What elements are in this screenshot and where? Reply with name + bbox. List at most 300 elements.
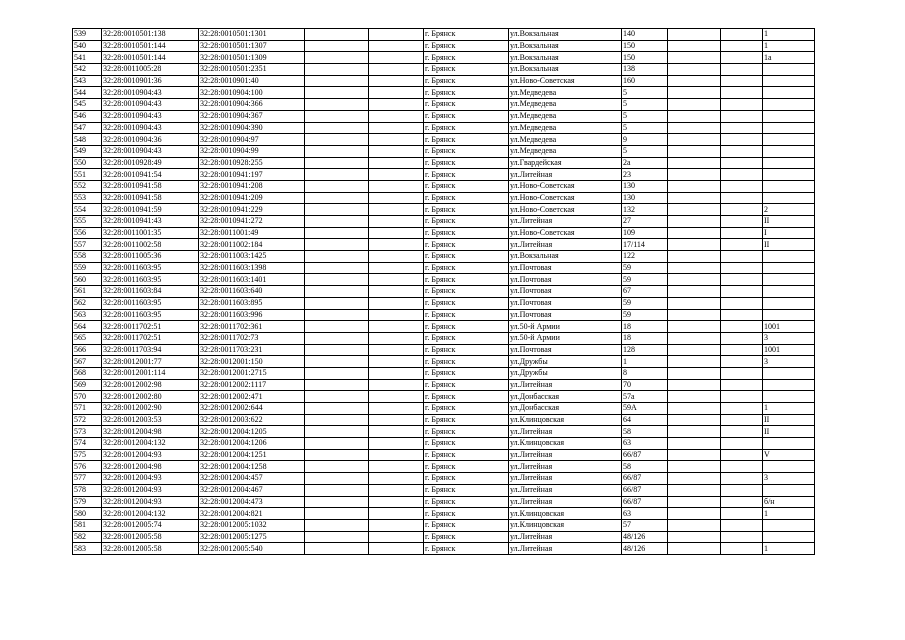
row-number-cell: 568 — [73, 367, 102, 379]
street-cell: ул.Клинцовская — [509, 519, 622, 531]
street-cell: ул.Ново-Советская — [509, 192, 622, 204]
blank-cell-c — [668, 29, 721, 41]
object-cadastral-number-cell: 32:28:0010904:366 — [199, 99, 305, 111]
table-row — [73, 99, 815, 111]
table-row — [73, 379, 815, 391]
table-row — [73, 449, 815, 461]
blank-cell-b — [369, 64, 424, 76]
house-number-cell: 5 — [622, 110, 668, 122]
blank-cell-c — [668, 414, 721, 426]
blank-cell-d — [721, 274, 763, 286]
table-row — [73, 122, 815, 134]
street-cell: ул.Медведева — [509, 145, 622, 157]
table-row — [73, 473, 815, 485]
blank-cell-d — [721, 87, 763, 99]
blank-cell-d — [721, 262, 763, 274]
premises-cell: 1 — [763, 40, 815, 52]
premises-cell: 2 — [763, 204, 815, 216]
blank-cell-c — [668, 251, 721, 263]
street-cell: ул.Медведева — [509, 99, 622, 111]
blank-cell-c — [668, 110, 721, 122]
table-row — [73, 157, 815, 169]
blank-cell-a — [305, 321, 369, 333]
house-number-cell: 23 — [622, 169, 668, 181]
blank-cell-a — [305, 379, 369, 391]
blank-cell-d — [721, 449, 763, 461]
blank-cell-b — [369, 531, 424, 543]
blank-cell-a — [305, 484, 369, 496]
blank-cell-d — [721, 309, 763, 321]
house-number-cell: 59 — [622, 309, 668, 321]
street-cell: ул.Медведева — [509, 122, 622, 134]
land-cadastral-number-cell: 32:28:0010941:43 — [102, 216, 199, 228]
row-number-cell: 582 — [73, 531, 102, 543]
blank-cell-b — [369, 216, 424, 228]
blank-cell-a — [305, 110, 369, 122]
blank-cell-a — [305, 297, 369, 309]
object-cadastral-number-cell: 32:28:0011703:231 — [199, 344, 305, 356]
house-number-cell: 2а — [622, 157, 668, 169]
object-cadastral-number-cell: 32:28:0011702:361 — [199, 321, 305, 333]
land-cadastral-number-cell: 32:28:0011002:58 — [102, 239, 199, 251]
land-cadastral-number-cell: 32:28:0010904:43 — [102, 122, 199, 134]
land-cadastral-number-cell: 32:28:0012003:53 — [102, 414, 199, 426]
blank-cell-d — [721, 40, 763, 52]
blank-cell-d — [721, 239, 763, 251]
house-number-cell: 59 — [622, 274, 668, 286]
blank-cell-d — [721, 438, 763, 450]
row-number-cell: 561 — [73, 286, 102, 298]
blank-cell-a — [305, 216, 369, 228]
blank-cell-a — [305, 274, 369, 286]
blank-cell-b — [369, 122, 424, 134]
city-cell: г. Брянск — [424, 531, 509, 543]
city-cell: г. Брянск — [424, 286, 509, 298]
house-number-cell: 9 — [622, 134, 668, 146]
blank-cell-c — [668, 403, 721, 415]
house-number-cell: 160 — [622, 75, 668, 87]
premises-cell: V — [763, 449, 815, 461]
object-cadastral-number-cell: 32:28:0011003:1425 — [199, 251, 305, 263]
blank-cell-c — [668, 227, 721, 239]
land-cadastral-number-cell: 32:28:0010501:144 — [102, 52, 199, 64]
object-cadastral-number-cell: 32:28:0010501:1309 — [199, 52, 305, 64]
blank-cell-b — [369, 157, 424, 169]
object-cadastral-number-cell: 32:28:0010904:100 — [199, 87, 305, 99]
blank-cell-a — [305, 473, 369, 485]
house-number-cell: 66/87 — [622, 449, 668, 461]
blank-cell-b — [369, 145, 424, 157]
blank-cell-d — [721, 204, 763, 216]
blank-cell-c — [668, 391, 721, 403]
blank-cell-b — [369, 87, 424, 99]
blank-cell-c — [668, 508, 721, 520]
row-number-cell: 564 — [73, 321, 102, 333]
table-row — [73, 367, 815, 379]
house-number-cell: 57а — [622, 391, 668, 403]
street-cell: ул.Ново-Советская — [509, 75, 622, 87]
land-cadastral-number-cell: 32:28:0010904:43 — [102, 145, 199, 157]
blank-cell-b — [369, 192, 424, 204]
house-number-cell: 17/114 — [622, 239, 668, 251]
blank-cell-a — [305, 40, 369, 52]
blank-cell-b — [369, 356, 424, 368]
land-cadastral-number-cell: 32:28:0010904:36 — [102, 134, 199, 146]
city-cell: г. Брянск — [424, 157, 509, 169]
row-number-cell: 581 — [73, 519, 102, 531]
table-row — [73, 309, 815, 321]
row-number-cell: 567 — [73, 356, 102, 368]
land-cadastral-number-cell: 32:28:0011702:51 — [102, 332, 199, 344]
blank-cell-a — [305, 438, 369, 450]
city-cell: г. Брянск — [424, 403, 509, 415]
premises-cell — [763, 274, 815, 286]
blank-cell-b — [369, 414, 424, 426]
premises-cell: 1001 — [763, 344, 815, 356]
street-cell: ул.Вокзальная — [509, 64, 622, 76]
table-row — [73, 29, 815, 41]
land-cadastral-number-cell: 32:28:0011603:95 — [102, 262, 199, 274]
street-cell: ул.Донбасская — [509, 391, 622, 403]
object-cadastral-number-cell: 32:28:0010941:209 — [199, 192, 305, 204]
street-cell: ул.Медведева — [509, 134, 622, 146]
blank-cell-c — [668, 52, 721, 64]
table-row — [73, 519, 815, 531]
premises-cell — [763, 134, 815, 146]
house-number-cell: 1 — [622, 356, 668, 368]
street-cell: ул.Вокзальная — [509, 40, 622, 52]
house-number-cell: 138 — [622, 64, 668, 76]
house-number-cell: 63 — [622, 438, 668, 450]
street-cell: ул.Почтовая — [509, 286, 622, 298]
land-cadastral-number-cell: 32:28:0010904:43 — [102, 110, 199, 122]
blank-cell-a — [305, 344, 369, 356]
house-number-cell: 59 — [622, 262, 668, 274]
house-number-cell: 66/87 — [622, 484, 668, 496]
blank-cell-a — [305, 64, 369, 76]
blank-cell-a — [305, 52, 369, 64]
row-number-cell: 559 — [73, 262, 102, 274]
table-row — [73, 227, 815, 239]
blank-cell-a — [305, 239, 369, 251]
blank-cell-d — [721, 122, 763, 134]
object-cadastral-number-cell: 32:28:0010904:97 — [199, 134, 305, 146]
house-number-cell: 67 — [622, 286, 668, 298]
row-number-cell: 579 — [73, 496, 102, 508]
street-cell: ул.Почтовая — [509, 262, 622, 274]
blank-cell-b — [369, 286, 424, 298]
blank-cell-a — [305, 543, 369, 555]
city-cell: г. Брянск — [424, 251, 509, 263]
blank-cell-b — [369, 496, 424, 508]
blank-cell-c — [668, 309, 721, 321]
blank-cell-d — [721, 356, 763, 368]
row-number-cell: 541 — [73, 52, 102, 64]
house-number-cell: 150 — [622, 52, 668, 64]
blank-cell-b — [369, 29, 424, 41]
premises-cell — [763, 531, 815, 543]
house-number-cell: 18 — [622, 321, 668, 333]
premises-cell — [763, 87, 815, 99]
blank-cell-d — [721, 461, 763, 473]
table-row — [73, 251, 815, 263]
blank-cell-c — [668, 332, 721, 344]
blank-cell-d — [721, 110, 763, 122]
city-cell: г. Брянск — [424, 414, 509, 426]
premises-cell — [763, 122, 815, 134]
house-number-cell: 140 — [622, 29, 668, 41]
land-cadastral-number-cell: 32:28:0011702:51 — [102, 321, 199, 333]
blank-cell-d — [721, 508, 763, 520]
table-row — [73, 180, 815, 192]
city-cell: г. Брянск — [424, 332, 509, 344]
street-cell: ул.Гвардейская — [509, 157, 622, 169]
blank-cell-d — [721, 391, 763, 403]
object-cadastral-number-cell: 32:28:0011001:49 — [199, 227, 305, 239]
premises-cell — [763, 438, 815, 450]
street-cell: ул.Донбасская — [509, 403, 622, 415]
blank-cell-b — [369, 110, 424, 122]
object-cadastral-number-cell: 32:28:0011603:640 — [199, 286, 305, 298]
premises-cell: II — [763, 426, 815, 438]
blank-cell-a — [305, 309, 369, 321]
blank-cell-b — [369, 180, 424, 192]
blank-cell-b — [369, 297, 424, 309]
table-row — [73, 344, 815, 356]
city-cell: г. Брянск — [424, 379, 509, 391]
street-cell: ул.Ново-Советская — [509, 227, 622, 239]
premises-cell — [763, 75, 815, 87]
table-row — [73, 274, 815, 286]
land-cadastral-number-cell: 32:28:0011603:95 — [102, 309, 199, 321]
land-cadastral-number-cell: 32:28:0011005:36 — [102, 251, 199, 263]
city-cell: г. Брянск — [424, 321, 509, 333]
object-cadastral-number-cell: 32:28:0011702:73 — [199, 332, 305, 344]
blank-cell-d — [721, 344, 763, 356]
city-cell: г. Брянск — [424, 496, 509, 508]
blank-cell-a — [305, 391, 369, 403]
blank-cell-d — [721, 496, 763, 508]
blank-cell-c — [668, 64, 721, 76]
street-cell: ул.Литейная — [509, 379, 622, 391]
premises-cell — [763, 461, 815, 473]
blank-cell-a — [305, 99, 369, 111]
blank-cell-c — [668, 379, 721, 391]
object-cadastral-number-cell: 32:28:0012004:473 — [199, 496, 305, 508]
blank-cell-c — [668, 356, 721, 368]
premises-cell — [763, 251, 815, 263]
blank-cell-c — [668, 344, 721, 356]
street-cell: ул.Клинцовская — [509, 438, 622, 450]
street-cell: ул.Литейная — [509, 169, 622, 181]
street-cell: ул.Литейная — [509, 449, 622, 461]
blank-cell-d — [721, 52, 763, 64]
city-cell: г. Брянск — [424, 309, 509, 321]
blank-cell-b — [369, 379, 424, 391]
blank-cell-d — [721, 216, 763, 228]
object-cadastral-number-cell: 32:28:0012003:622 — [199, 414, 305, 426]
blank-cell-a — [305, 251, 369, 263]
house-number-cell: 130 — [622, 180, 668, 192]
blank-cell-b — [369, 99, 424, 111]
blank-cell-b — [369, 344, 424, 356]
street-cell: ул.Вокзальная — [509, 251, 622, 263]
table-row — [73, 508, 815, 520]
blank-cell-b — [369, 543, 424, 555]
city-cell: г. Брянск — [424, 391, 509, 403]
blank-cell-a — [305, 519, 369, 531]
house-number-cell: 57 — [622, 519, 668, 531]
blank-cell-b — [369, 449, 424, 461]
row-number-cell: 577 — [73, 473, 102, 485]
city-cell: г. Брянск — [424, 473, 509, 485]
street-cell: ул.Почтовая — [509, 344, 622, 356]
land-cadastral-number-cell: 32:28:0011603:95 — [102, 297, 199, 309]
object-cadastral-number-cell: 32:28:0010941:229 — [199, 204, 305, 216]
house-number-cell: 128 — [622, 344, 668, 356]
row-number-cell: 551 — [73, 169, 102, 181]
object-cadastral-number-cell: 32:28:0011603:895 — [199, 297, 305, 309]
blank-cell-b — [369, 426, 424, 438]
blank-cell-c — [668, 496, 721, 508]
premises-cell — [763, 367, 815, 379]
row-number-cell: 550 — [73, 157, 102, 169]
blank-cell-c — [668, 99, 721, 111]
blank-cell-d — [721, 192, 763, 204]
object-cadastral-number-cell: 32:28:0010901:40 — [199, 75, 305, 87]
row-number-cell: 553 — [73, 192, 102, 204]
blank-cell-c — [668, 297, 721, 309]
land-cadastral-number-cell: 32:28:0010928:49 — [102, 157, 199, 169]
row-number-cell: 583 — [73, 543, 102, 555]
object-cadastral-number-cell: 32:28:0010941:197 — [199, 169, 305, 181]
land-cadastral-number-cell: 32:28:0012001:114 — [102, 367, 199, 379]
street-cell: ул.Клинцовская — [509, 414, 622, 426]
premises-cell: 3 — [763, 332, 815, 344]
blank-cell-a — [305, 87, 369, 99]
row-number-cell: 562 — [73, 297, 102, 309]
table-row — [73, 496, 815, 508]
table-row — [73, 192, 815, 204]
object-cadastral-number-cell: 32:28:0012004:1206 — [199, 438, 305, 450]
house-number-cell: 48/126 — [622, 531, 668, 543]
blank-cell-d — [721, 414, 763, 426]
street-cell: ул.50-й Армии — [509, 321, 622, 333]
blank-cell-a — [305, 227, 369, 239]
object-cadastral-number-cell: 32:28:0012004:457 — [199, 473, 305, 485]
blank-cell-d — [721, 134, 763, 146]
blank-cell-b — [369, 321, 424, 333]
city-cell: г. Брянск — [424, 519, 509, 531]
blank-cell-b — [369, 309, 424, 321]
blank-cell-c — [668, 169, 721, 181]
street-cell: ул.Дружбы — [509, 367, 622, 379]
object-cadastral-number-cell: 32:28:0011603:996 — [199, 309, 305, 321]
object-cadastral-number-cell: 32:28:0011002:184 — [199, 239, 305, 251]
property-register-table — [72, 28, 815, 555]
blank-cell-b — [369, 332, 424, 344]
house-number-cell: 59А — [622, 403, 668, 415]
land-cadastral-number-cell: 32:28:0012004:132 — [102, 508, 199, 520]
row-number-cell: 555 — [73, 216, 102, 228]
premises-cell: 1 — [763, 508, 815, 520]
house-number-cell: 130 — [622, 192, 668, 204]
blank-cell-d — [721, 180, 763, 192]
city-cell: г. Брянск — [424, 134, 509, 146]
table-row — [73, 391, 815, 403]
table-row — [73, 403, 815, 415]
blank-cell-d — [721, 367, 763, 379]
premises-cell: II — [763, 414, 815, 426]
blank-cell-a — [305, 157, 369, 169]
table-row — [73, 262, 815, 274]
table-row — [73, 204, 815, 216]
blank-cell-b — [369, 403, 424, 415]
object-cadastral-number-cell: 32:28:0010941:272 — [199, 216, 305, 228]
land-cadastral-number-cell: 32:28:0010941:58 — [102, 180, 199, 192]
city-cell: г. Брянск — [424, 169, 509, 181]
object-cadastral-number-cell: 32:28:0012004:1258 — [199, 461, 305, 473]
object-cadastral-number-cell: 32:28:0012005:1275 — [199, 531, 305, 543]
blank-cell-b — [369, 169, 424, 181]
premises-cell — [763, 262, 815, 274]
street-cell: ул.Вокзальная — [509, 52, 622, 64]
blank-cell-a — [305, 75, 369, 87]
blank-cell-c — [668, 134, 721, 146]
blank-cell-a — [305, 180, 369, 192]
premises-cell — [763, 110, 815, 122]
object-cadastral-number-cell: 32:28:0010904:367 — [199, 110, 305, 122]
city-cell: г. Брянск — [424, 110, 509, 122]
city-cell: г. Брянск — [424, 204, 509, 216]
blank-cell-c — [668, 145, 721, 157]
premises-cell: 3 — [763, 356, 815, 368]
row-number-cell: 543 — [73, 75, 102, 87]
table-row — [73, 110, 815, 122]
blank-cell-c — [668, 519, 721, 531]
premises-cell: 3 — [763, 473, 815, 485]
house-number-cell: 5 — [622, 99, 668, 111]
premises-cell — [763, 64, 815, 76]
row-number-cell: 563 — [73, 309, 102, 321]
premises-cell: б/н — [763, 496, 815, 508]
land-cadastral-number-cell: 32:28:0010904:43 — [102, 99, 199, 111]
table-row — [73, 321, 815, 333]
row-number-cell: 542 — [73, 64, 102, 76]
street-cell: ул.Литейная — [509, 426, 622, 438]
blank-cell-a — [305, 508, 369, 520]
object-cadastral-number-cell: 32:28:0010928:255 — [199, 157, 305, 169]
object-cadastral-number-cell: 32:28:0012002:471 — [199, 391, 305, 403]
blank-cell-a — [305, 426, 369, 438]
blank-cell-c — [668, 484, 721, 496]
house-number-cell: 150 — [622, 40, 668, 52]
table-row — [73, 239, 815, 251]
blank-cell-b — [369, 75, 424, 87]
object-cadastral-number-cell: 32:28:0012001:2715 — [199, 367, 305, 379]
blank-cell-a — [305, 414, 369, 426]
blank-cell-c — [668, 40, 721, 52]
street-cell: ул.Литейная — [509, 216, 622, 228]
table-row — [73, 356, 815, 368]
city-cell: г. Брянск — [424, 29, 509, 41]
premises-cell — [763, 297, 815, 309]
row-number-cell: 556 — [73, 227, 102, 239]
table-row — [73, 461, 815, 473]
house-number-cell: 58 — [622, 461, 668, 473]
table-row — [73, 134, 815, 146]
blank-cell-d — [721, 64, 763, 76]
